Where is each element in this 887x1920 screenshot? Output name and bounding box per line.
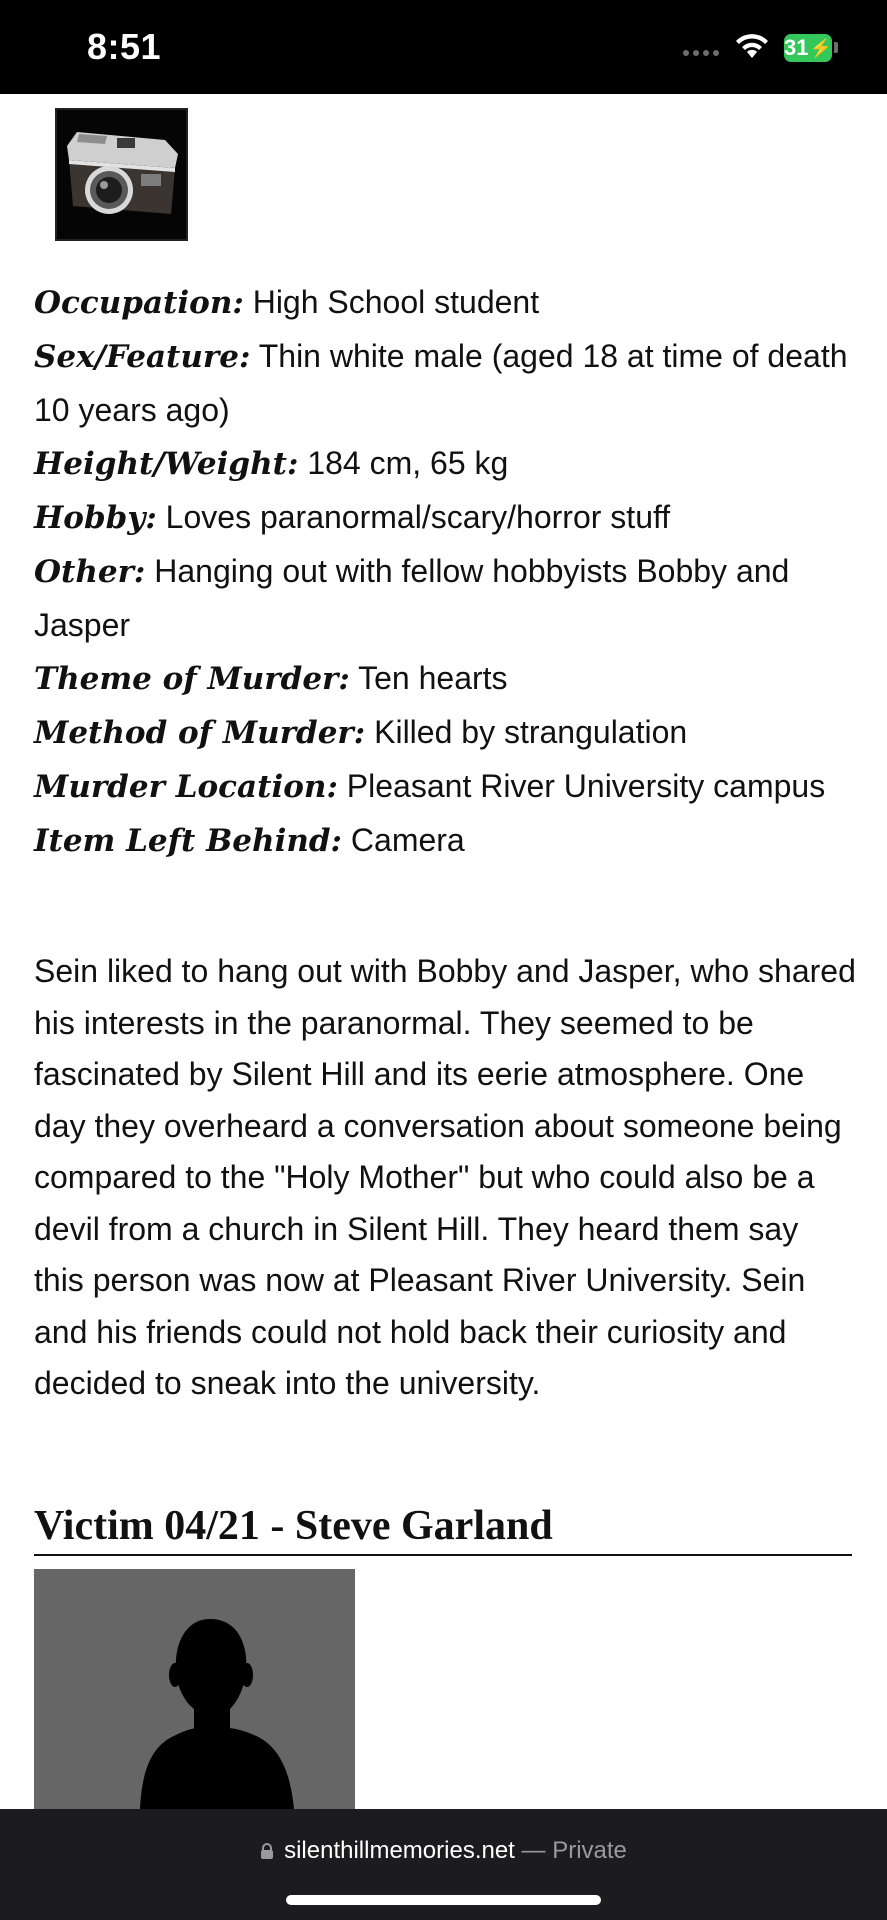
fact-method-of-murder: Method of Murder: Killed by strangulation xyxy=(34,714,688,751)
fact-height-weight: Height/Weight: 184 cm, 65 kg xyxy=(34,445,509,482)
status-time: 8:51 xyxy=(87,26,162,67)
charging-bolt-icon: ⚡ xyxy=(809,37,832,58)
browser-bottom-bar xyxy=(0,1809,887,1920)
wifi-icon xyxy=(734,32,770,60)
fact-sex-feature: Sex/Feature: Thin white male (aged 18 at time of death 10 years ago) xyxy=(34,338,848,428)
fact-theme-of-murder: Theme of Murder: Ten hearts xyxy=(34,660,508,697)
fact-other: Other: Hanging out with fellow hobbyists Bobby and Jasper xyxy=(34,553,790,643)
private-mode-label: Private xyxy=(552,1837,627,1864)
profile-facts xyxy=(34,276,854,868)
battery-level: 31 xyxy=(784,35,809,60)
status-bar xyxy=(0,0,887,94)
victim-bio: Sein liked to hang out with Bobby and Jasper, who shared his interests in the paranormal. They seemed to be fascinated by Silent Hill and its eerie atmosphere. One day they overheard a conversation about someone being compared to the "Holy Mother" but who could also be a devil from a church in Silent Hill. They heard them say this person was now at Pleasant River University. Sein and his friends could not hold back their curiosity and decided to sneak into the university. xyxy=(34,953,856,1401)
battery-charging-icon xyxy=(784,34,832,62)
silhouette-portrait-icon[interactable] xyxy=(34,1569,355,1809)
fact-hobby: Hobby: Loves paranormal/scary/horror stuff xyxy=(34,499,671,536)
url-separator: — xyxy=(521,1837,546,1864)
battery-cap xyxy=(834,42,838,53)
fact-item-left-behind: Item Left Behind: Camera xyxy=(34,822,465,859)
home-indicator[interactable] xyxy=(286,1895,601,1905)
victim-heading: Victim 04/21 - Steve Garland xyxy=(34,1500,852,1556)
fact-occupation: Occupation: High School student xyxy=(34,284,540,321)
camera-icon[interactable] xyxy=(55,108,188,241)
address-bar[interactable] xyxy=(0,1837,887,1865)
lock-icon xyxy=(260,1843,274,1859)
url-domain: silenthillmemories.net xyxy=(284,1837,515,1864)
cellular-signal-icon xyxy=(683,50,723,58)
fact-murder-location: Murder Location: Pleasant River University campus xyxy=(34,768,826,805)
